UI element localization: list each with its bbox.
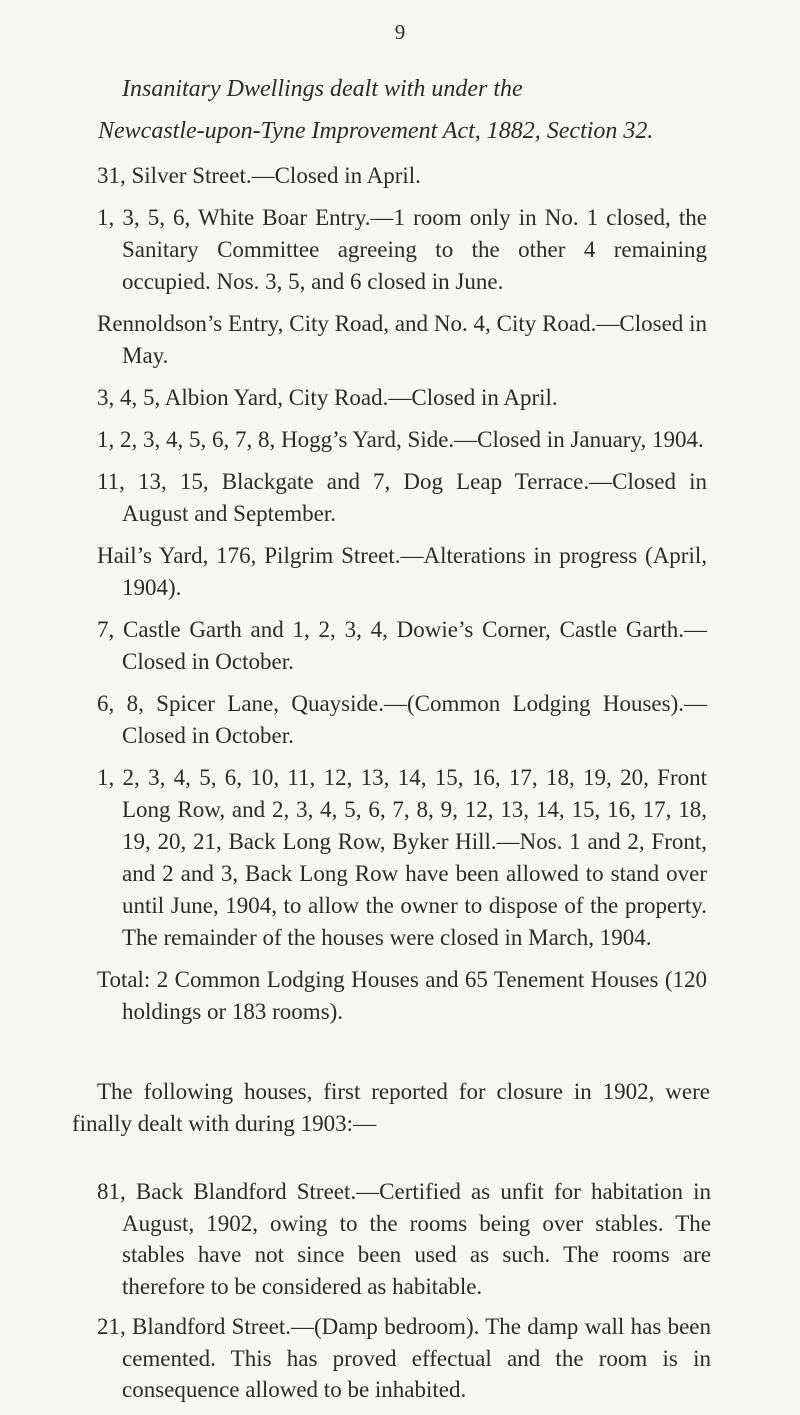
list-item: Rennoldson’s Entry, City Road, and No. 4, City Road.—Closed in May. xyxy=(97,311,707,368)
list-item: 7, Castle Garth and 1, 2, 3, 4, Dowie’s Corner, Castle Garth.—Closed in October. xyxy=(97,617,707,674)
heading-line-2: Newcastle-upon-Tyne Improvement Act, 1882, Section 32. xyxy=(98,118,654,144)
list-item: 21, Blandford Street.—(Damp bedroom). The damp wall has been cemented. This has proved effectual and the room is in consequence allowed to be inhabited. xyxy=(97,1314,711,1402)
list-item: 3, 4, 5, Albion Yard, City Road.—Closed in April. xyxy=(97,385,558,410)
list-item: 31, Silver Street.—Closed in April. xyxy=(97,163,421,188)
list-item: 11, 13, 15, Blackgate and 7, Dog Leap Terrace.—Closed in August and September. xyxy=(97,469,707,526)
heading-line-1: Insanitary Dwellings dealt with under the xyxy=(122,76,523,102)
followup-list xyxy=(97,1176,711,1415)
list-item: 81, Back Blandford Street.—Certified as unfit for habitation in August, 1902, owing to the rooms being over stables. The stables have not since been used as such. The rooms are therefore to be considered as habitable. xyxy=(97,1179,711,1299)
list-item: 6, 8, Spicer Lane, Quayside.—(Common Lodging Houses).—Closed in October. xyxy=(97,691,707,748)
list-item: 1, 2, 3, 4, 5, 6, 7, 8, Hogg’s Yard, Side.—Closed in January, 1904. xyxy=(97,427,704,452)
dwellings-list xyxy=(97,160,707,1038)
page-number: 9 xyxy=(394,20,406,44)
intro-paragraph: The following houses, first reported for closure in 1902, were finally dealt with during 1903:— xyxy=(72,1079,710,1136)
list-item: 1, 2, 3, 4, 5, 6, 10, 11, 12, 13, 14, 15, 16, 17, 18, 19, 20, Front Long Row, and 2, 3, 4, 5, 6, 7, 8, 9, 12, 13, 14, 15, 16, 17, 18, 19, 20, 21, Back Long Row, Byker Hill.—Nos. 1 and 2, Front, and 2 and 3, Back Long Row have been allowed to stand over until June, 1904, to allow the owner to dispose of the property. The remainder of the houses were closed in March, 1904. xyxy=(97,765,707,950)
section-heading xyxy=(98,68,762,152)
list-item: 1, 3, 5, 6, White Boar Entry.—1 room only in No. 1 closed, the Sanitary Committee agreeing to the other 4 remaining occupied. Nos. 3, 5, and 6 closed in June. xyxy=(97,205,707,294)
list-item: Hail’s Yard, 176, Pilgrim Street.—Alterations in progress (April, 1904). xyxy=(97,543,707,600)
total-item: Total: 2 Common Lodging Houses and 65 Tenement Houses (120 holdings or 183 rooms). xyxy=(97,967,707,1024)
